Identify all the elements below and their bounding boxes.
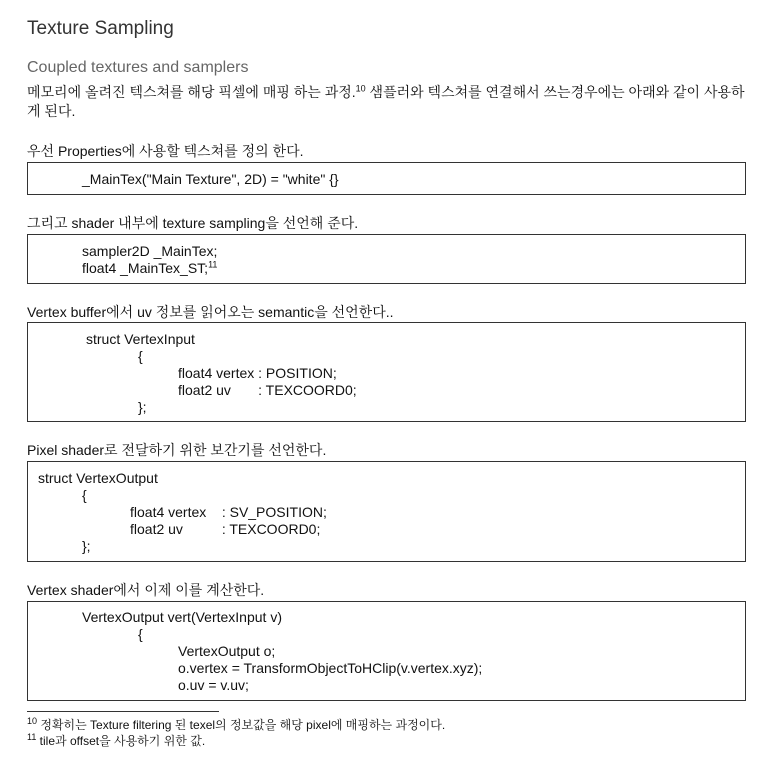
code-line: }; [82,538,91,554]
footnote-text: tile과 offset을 사용하기 위한 값. [36,734,206,748]
footnote-separator [27,711,219,712]
code-line: { [138,626,143,642]
code-box-vertex-shader [27,601,746,701]
section-label-vertex-input: Vertex buffer에서 uv 정보를 읽어오는 semantic을 선언한다.. [27,304,394,320]
footnote-text: 정확히는 Texture filtering 된 texel의 정보값을 해당 pixel에 매핑하는 과정이다. [37,718,446,732]
code-box-properties [27,162,746,195]
footnote-number: 10 [27,716,38,726]
section-label-properties: 우선 Properties에 사용할 텍스쳐를 정의 한다. [27,143,304,159]
code-line: o.vertex = TransformObjectToHClip(v.vertex.xyz); [178,660,483,676]
section-label-sampler: 그리고 shader 내부에 texture sampling을 선언해 준다. [27,215,359,231]
code-line [82,260,217,277]
section-subtitle: Coupled textures and samplers [27,59,249,76]
code-line: struct VertexOutput [38,470,158,486]
code-line: float2 uv : TEXCOORD0; [130,521,321,537]
footnote-11 [27,734,205,748]
code-line: VertexOutput vert(VertexInput v) [82,609,282,625]
code-line: }; [138,399,147,415]
intro-text-after: 샘플러와 텍스쳐를 연결해서 쓰는경우에는 아래와 같이 사용하게 된다. [27,84,745,119]
section-label-vertex-output: Pixel shader로 전달하기 위한 보간기를 선언한다. [27,442,327,458]
code-box-vertex-output [27,461,746,562]
footnote-10 [27,718,445,732]
code-line: { [82,487,87,503]
intro-text-before: 메모리에 올려진 텍스쳐를 해당 픽셀에 매핑 하는 과정. [27,84,356,100]
section-label-vertex-shader: Vertex shader에서 이제 이를 계산한다. [27,582,265,598]
code-line: struct VertexInput [86,331,195,347]
page-title: Texture Sampling [27,18,174,39]
code-line: _MainTex("Main Texture", 2D) = "white" {} [82,171,339,187]
footnote-ref-11[interactable]: 11 [208,259,218,270]
code-line: o.uv = v.uv; [178,677,249,693]
footnote-number: 11 [27,732,37,742]
intro-paragraph [27,83,745,121]
code-line: VertexOutput o; [178,643,276,659]
code-line: { [138,348,143,364]
code-box-vertex-input [27,322,746,422]
code-line: float2 uv : TEXCOORD0; [178,382,357,398]
code-box-sampler [27,234,746,284]
code-line: sampler2D _MainTex; [82,243,218,259]
code-line-text: float4 _MainTex_ST; [82,260,209,276]
code-line: float4 vertex : SV_POSITION; [130,504,327,520]
footnote-ref-10[interactable]: 10 [355,83,366,94]
code-line: float4 vertex : POSITION; [178,365,337,381]
